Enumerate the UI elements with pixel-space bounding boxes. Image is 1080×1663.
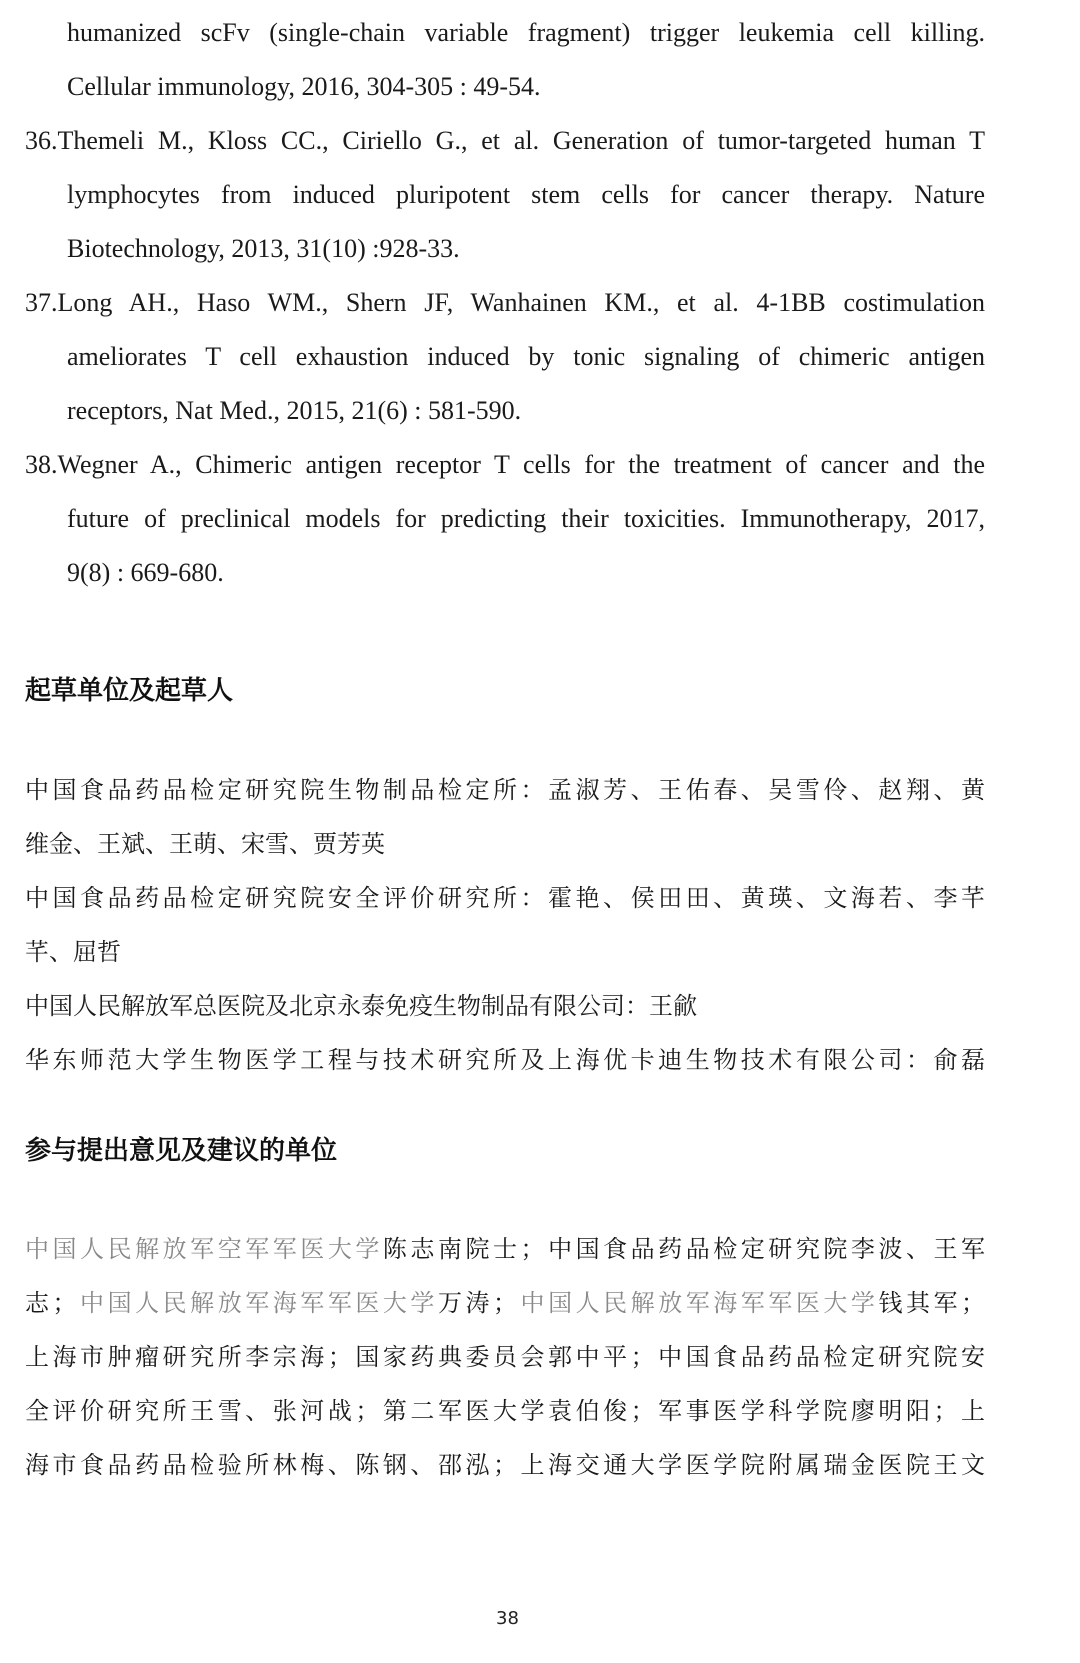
drafting-line: 华东师范大学生物医学工程与技术研究所及上海优卡迪生物技术有限公司：俞磊: [25, 1046, 985, 1074]
drafting-line: 维金、王斌、王萌、宋雪、贾芳英: [25, 830, 385, 858]
reference-38: [25, 438, 985, 600]
advisors-text: 钱其军；: [878, 1289, 985, 1317]
reference-line: Cellular immunology, 2016, 304-305 : 49-54.: [67, 72, 541, 101]
reference-37: [25, 276, 985, 438]
drafting-line: 芊、屈哲: [25, 938, 121, 966]
reference-line: lymphocytes from induced pluripotent stem cells for cancer therapy. Nature: [67, 180, 985, 209]
drafting-list: [25, 763, 985, 1087]
reference-list: [25, 6, 985, 600]
reference-36: [25, 114, 985, 276]
reference-35-continued: [25, 6, 985, 114]
page-number: 38: [496, 1608, 519, 1629]
advisors-line: [25, 1276, 985, 1330]
advisors-heading: 参与提出意见及建议的单位: [25, 1136, 338, 1166]
reference-line: receptors, Nat Med., 2015, 21(6) : 581-590.: [67, 396, 522, 425]
reference-line: humanized scFv (single-chain variable fragment) trigger leukemia cell killing.: [67, 18, 985, 47]
drafting-heading: 起草单位及起草人: [25, 676, 234, 706]
advisors-text: 陈志南院士；中国食品药品检定研究院李波、王军: [382, 1235, 985, 1263]
reference-line: 36.Themeli M., Kloss CC., Ciriello G., et al. Generation of tumor-targeted human T: [25, 126, 985, 155]
advisors-line: [25, 1222, 985, 1276]
advisors-line: 上海市肿瘤研究所李宗海；国家药典委员会郭中平；中国食品药品检定研究院安: [25, 1343, 985, 1371]
reference-line: Biotechnology, 2013, 31(10) :928-33.: [67, 234, 460, 263]
reference-line: 37.Long AH., Haso WM., Shern JF, Wanhainen KM., et al. 4-1BB costimulation: [25, 288, 985, 317]
reference-line: future of preclinical models for predicting their toxicities. Immunotherapy, 2017,: [67, 504, 985, 533]
drafting-line: 中国人民解放军总医院及北京永泰免疫生物制品有限公司：王歈: [25, 992, 697, 1020]
drafting-line: 中国食品药品检定研究院安全评价研究所：霍艳、侯田田、黄瑛、文海若、李芊: [25, 884, 985, 912]
advisors-text: 志；: [25, 1289, 77, 1317]
drafting-line: 中国食品药品检定研究院生物制品检定所：孟淑芳、王佑春、吴雪伶、赵翔、黄: [25, 776, 985, 804]
advisors-line: 全评价研究所王雪、张河战；第二军医大学袁伯俊；军事医学科学院廖明阳；上: [25, 1397, 985, 1425]
unit-name-gray: 中国人民解放军海军军医大学: [76, 1289, 438, 1317]
advisors-line: 海市食品药品检验所林梅、陈钢、邵泓；上海交通大学医学院附属瑞金医院王文: [25, 1451, 985, 1479]
unit-name-gray: 中国人民解放军海军军医大学: [517, 1289, 879, 1317]
reference-line: 38.Wegner A., Chimeric antigen receptor T cells for the treatment of cancer and the: [25, 450, 985, 479]
reference-line: ameliorates T cell exhaustion induced by tonic signaling of chimeric antigen: [67, 342, 985, 371]
advisors-list: [25, 1222, 985, 1492]
unit-name-gray: 中国人民解放军空军军医大学: [25, 1235, 383, 1263]
reference-line: 9(8) : 669-680.: [67, 558, 224, 587]
advisors-text: 万涛；: [437, 1289, 518, 1317]
